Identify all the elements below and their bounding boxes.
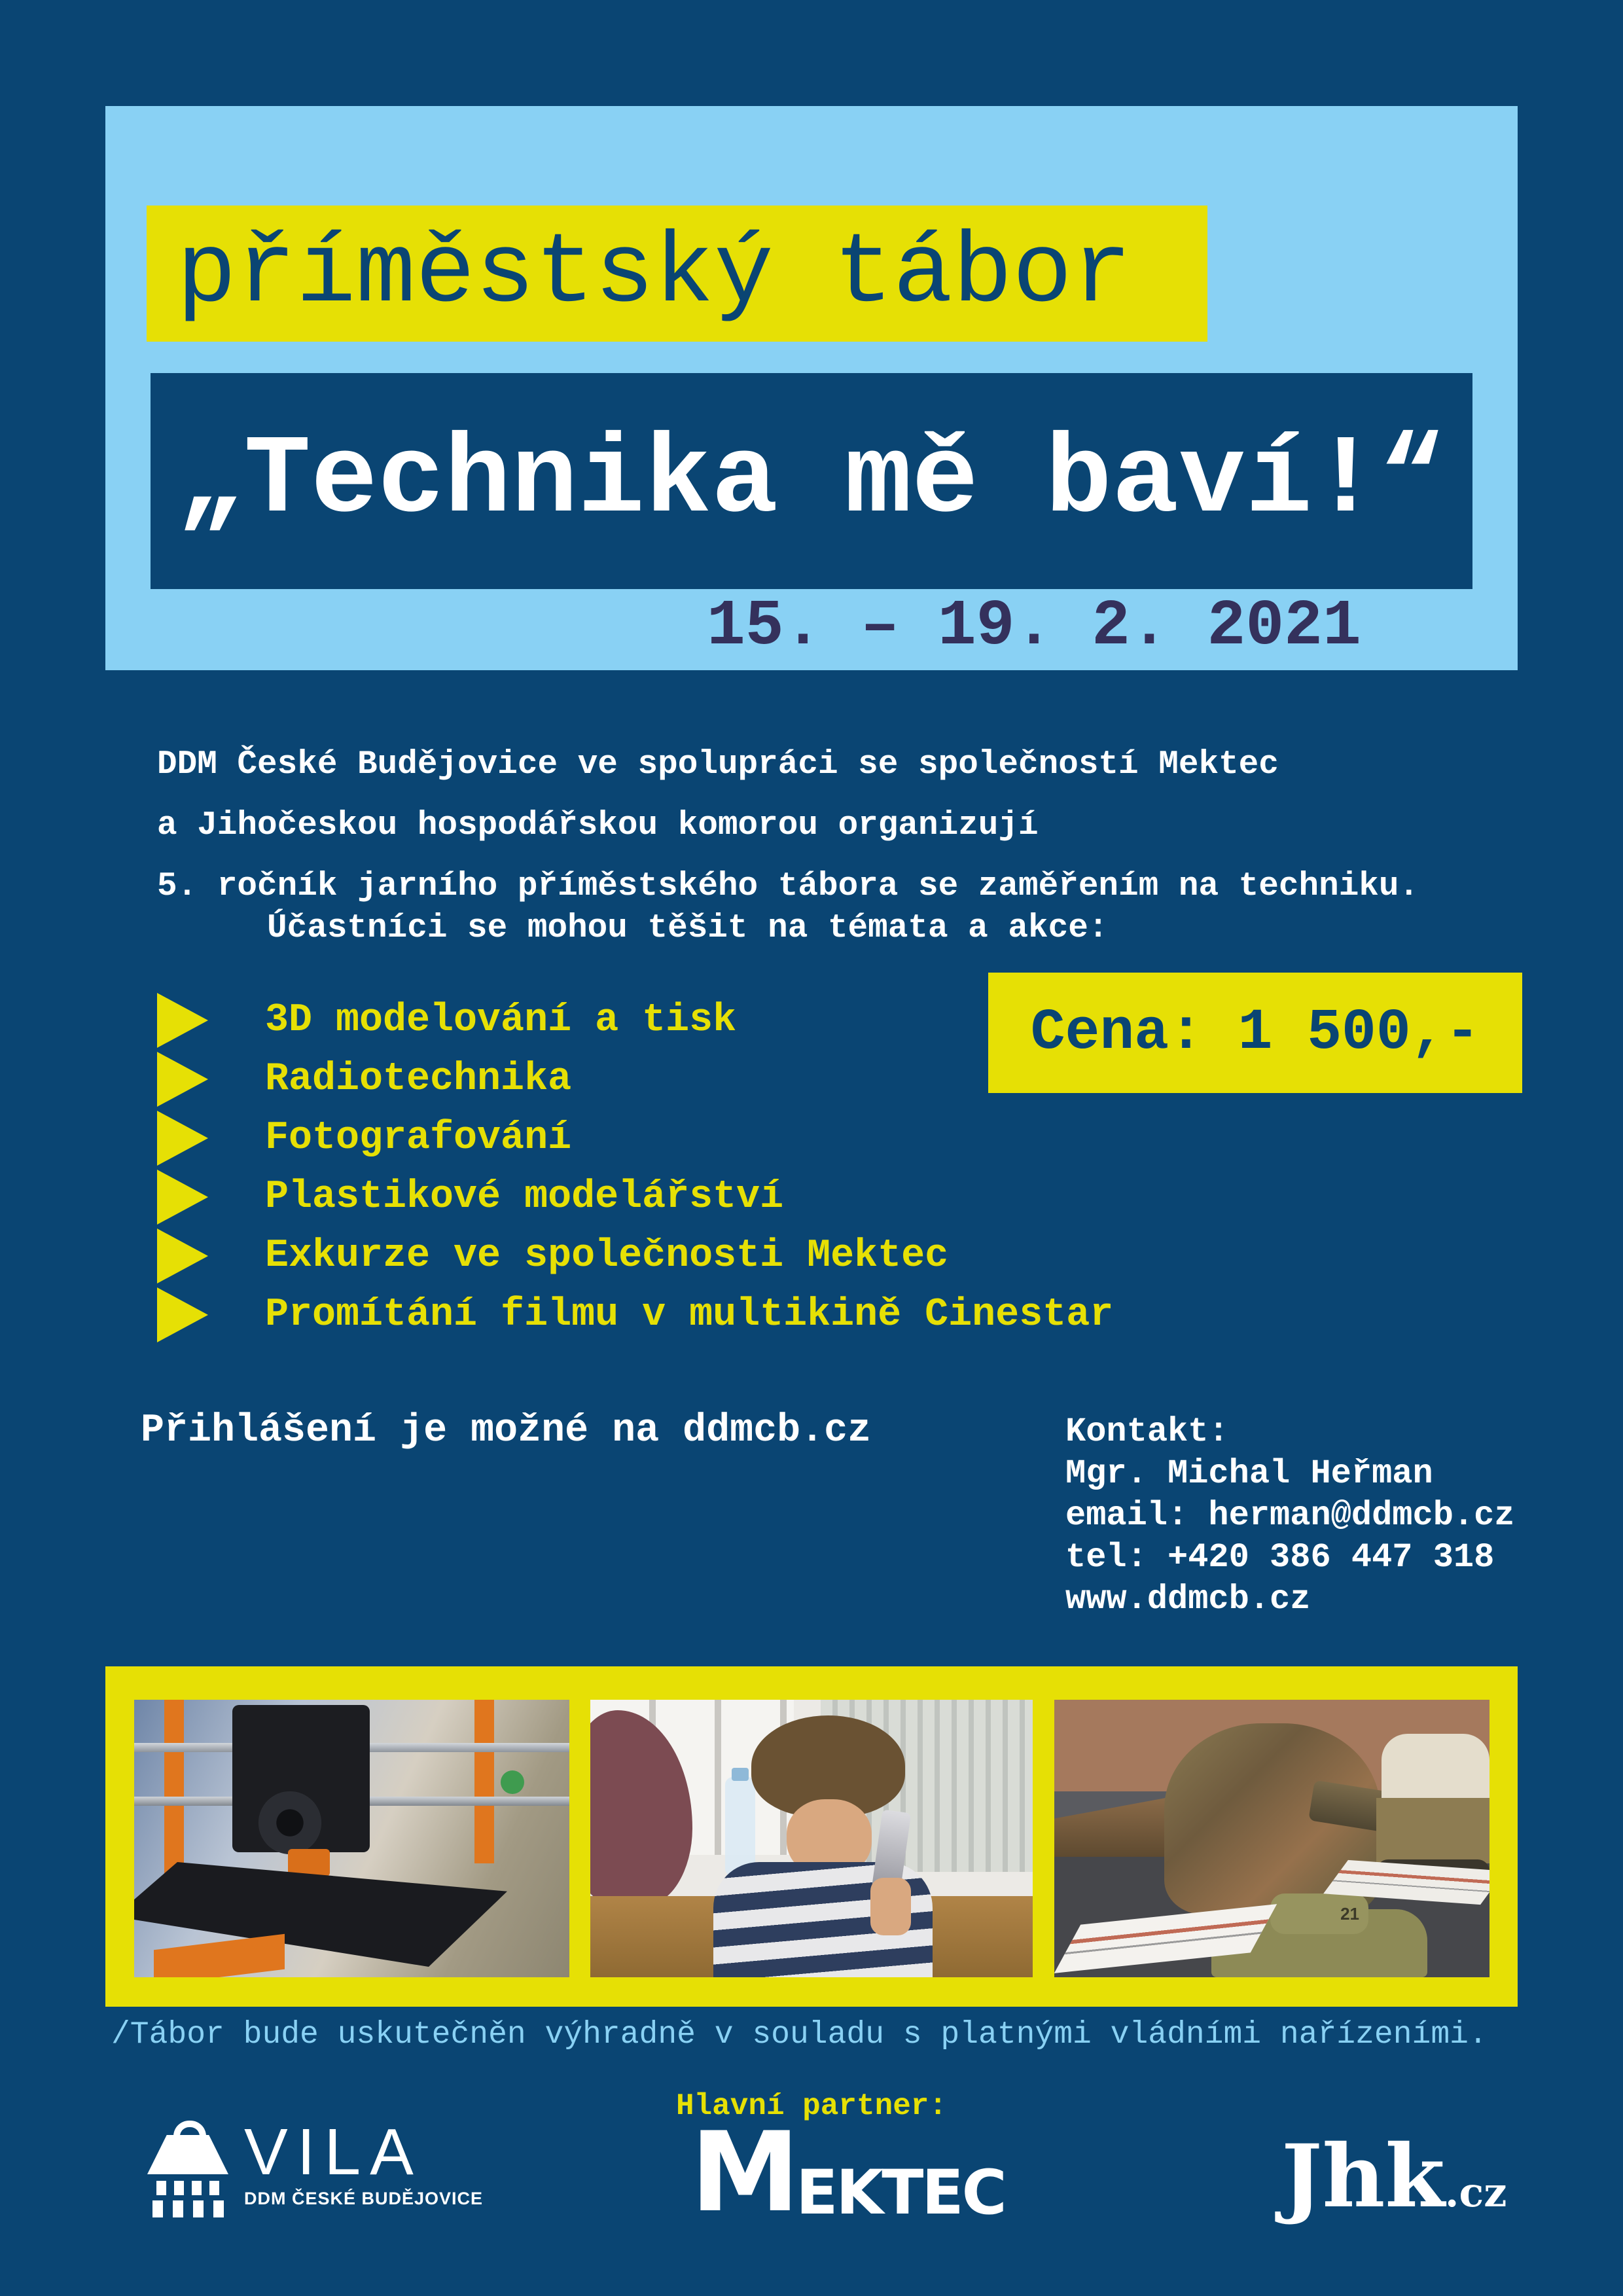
printer-frame-post <box>474 1700 494 1863</box>
contact-name: Mgr. Michal Heřman <box>1065 1454 1433 1493</box>
list-item <box>157 1227 948 1285</box>
photo-strip-frame <box>105 1666 1518 2007</box>
price-box <box>988 973 1522 1093</box>
water-bottle <box>725 1777 755 1876</box>
vila-logo-name: VILA <box>244 2115 423 2189</box>
poster-title: „Technika mě baví!“ <box>177 418 1446 545</box>
list-item <box>157 991 736 1050</box>
topic-label: Plastikové modelářství <box>265 1175 784 1219</box>
topic-label: Promítání filmu v multikině Cinestar <box>265 1293 1114 1337</box>
tank-marking: 21 <box>1340 1903 1359 1924</box>
vila-logo-subtitle: DDM ČESKÉ BUDĚJOVICE <box>244 2189 484 2208</box>
model-ramp <box>1054 1798 1166 1857</box>
triangle-bullet-icon <box>157 1229 208 1283</box>
vila-building-icon <box>147 2121 228 2217</box>
intro-line-2: a Jihočeskou hospodářskou komorou organizují <box>157 807 1039 844</box>
mektec-logo-rest: EKTEC <box>796 2157 1005 2229</box>
contact-website: www.ddmcb.cz <box>1065 1580 1311 1619</box>
topic-label: 3D modelování a tisk <box>265 998 737 1043</box>
jhk-logo <box>1281 2126 1507 2227</box>
intro-paragraph <box>157 734 1419 917</box>
tagline-text: příměstský tábor <box>177 217 1132 331</box>
disclaimer-text: /Tábor bude uskutečněn výhradně v souladu s platnými vládními nařízeními. <box>111 2017 1488 2053</box>
green-knob <box>501 1770 524 1794</box>
price-text: Cena: 1 500,- <box>1030 1000 1480 1066</box>
list-item <box>157 1109 571 1168</box>
triangle-bullet-icon <box>157 1170 208 1225</box>
partner-heading: Hlavní partner: <box>675 2089 948 2123</box>
triangle-bullet-icon <box>157 1287 208 1342</box>
contact-heading: Kontakt: <box>1065 1412 1229 1451</box>
printer-mount <box>288 1849 330 1876</box>
boy-hand <box>870 1878 911 1935</box>
3d-printer-photo <box>134 1700 569 1977</box>
topic-label: Radiotechnika <box>265 1057 572 1102</box>
triangle-bullet-icon <box>157 1052 208 1107</box>
mektec-logo <box>690 2108 1005 2236</box>
triangle-bullet-icon <box>157 993 208 1048</box>
topic-label: Exkurze ve společnosti Mektec <box>265 1234 949 1278</box>
jhk-logo-tld: .cz <box>1444 2168 1507 2216</box>
jhk-logo-name: Jhk <box>1281 2126 1445 2227</box>
bottle-cap <box>732 1768 749 1781</box>
printer-fan <box>259 1791 321 1854</box>
paper-models-photo <box>1054 1700 1489 1977</box>
boy-modelling-photo <box>590 1700 1033 1977</box>
truck-body <box>1376 1798 1489 1863</box>
list-item <box>157 1285 1113 1344</box>
contact-phone: tel: +420 386 447 318 <box>1065 1538 1495 1577</box>
topic-label: Fotografování <box>265 1116 572 1160</box>
contact-block <box>1065 1411 1515 1621</box>
mektec-logo-initial: M <box>690 2108 796 2236</box>
intro-line-3: 5. ročník jarního příměstského tábora se zaměřením na techniku. <box>157 868 1419 905</box>
printer-front-bracket <box>154 1934 285 1977</box>
intro-line-1: DDM České Budějovice ve spolupráci se společností Mektec <box>157 746 1279 783</box>
tank-turret <box>1270 1893 1368 1934</box>
triangle-bullet-icon <box>157 1111 208 1166</box>
vila-ddm-logo <box>147 2115 484 2217</box>
title-band <box>151 373 1472 589</box>
topics-heading: Účastníci se mohou těšit na témata a akce: <box>267 910 1109 947</box>
contact-email: email: herman@ddmcb.cz <box>1065 1496 1515 1535</box>
list-item <box>157 1168 783 1227</box>
truck-canopy <box>1382 1734 1489 1806</box>
date-range: 15. – 19. 2. 2021 <box>707 590 1361 663</box>
signup-line: Přihlášení je možné na ddmcb.cz <box>141 1408 872 1453</box>
tagline-band <box>147 206 1207 342</box>
list-item <box>157 1050 571 1109</box>
